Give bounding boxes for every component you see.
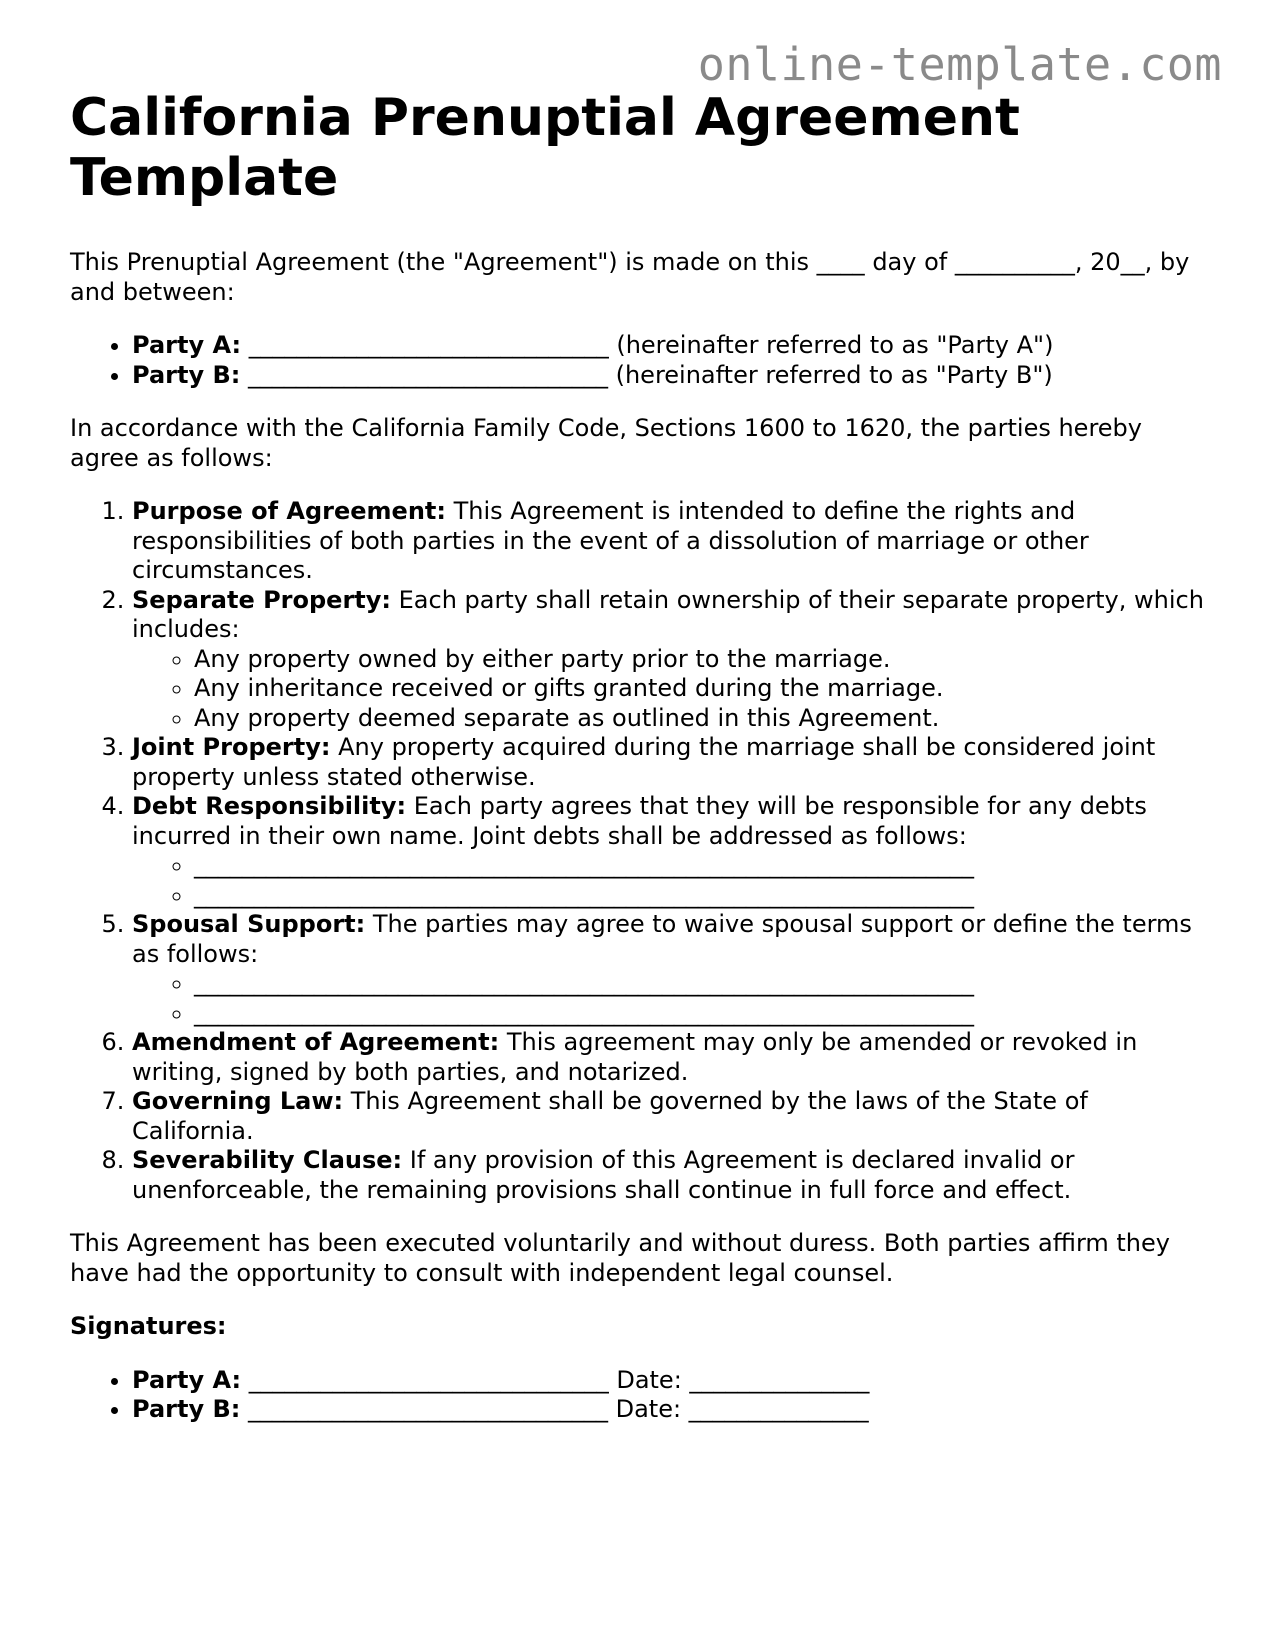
parties-list (70, 331, 1210, 390)
separate-property-list (132, 645, 1210, 734)
clause-title: Separate Property: (132, 585, 391, 614)
clause-title: Severability Clause: (132, 1146, 403, 1174)
clause-amendment (132, 1028, 1210, 1087)
list-item: ◦ Any inheritance received or gifts granted during the marriage. (194, 674, 1210, 704)
clause-debt-responsibility (132, 792, 1210, 910)
clause-severability (132, 1146, 1210, 1205)
clause-title: Purpose of Agreement: (132, 497, 446, 525)
clause-text: Each party agrees that they will be responsible for any debts incurred in their own name. Joint debts shall be addressed as follows: (132, 792, 1147, 850)
party-a-label: Party A: (132, 331, 242, 359)
clause-title: Amendment of Agreement: (132, 1028, 500, 1056)
signature-line: ______________________________ Date: _______________ (240, 1395, 869, 1423)
clause-title: Spousal Support: (132, 910, 366, 938)
blank-line: ◦ _________________________________________________________________ (194, 851, 1210, 881)
clause-text: If any provision of this Agreement is declared invalid or unenforceable, the remaining provisions shall continue in full force and effect. (132, 1146, 1075, 1204)
clause-text: This agreement may only be amended or revoked in writing, signed by both parties, and notarized. (132, 1028, 1138, 1086)
signature-line: ______________________________ Date: _______________ (241, 1365, 870, 1394)
clause-spousal-support (132, 910, 1210, 1028)
joint-debts-blanks (132, 851, 1210, 910)
clause-title: Debt Responsibility: (132, 792, 407, 820)
clause-joint-property (132, 733, 1210, 792)
intro-paragraph: This Prenuptial Agreement (the "Agreement") is made on this ____ day of __________, 20__, by and between: (70, 248, 1190, 306)
list-item: ◦ Any property deemed separate as outlined in this Agreement. (194, 704, 1210, 734)
blank-line: ◦ _________________________________________________________________ (194, 881, 1210, 911)
clause-separate-property (132, 586, 1210, 734)
signature-label: Party A: (132, 1365, 242, 1394)
blank-line: ◦ _________________________________________________________________ (194, 999, 1210, 1029)
clause-title: Joint Property: (132, 733, 331, 761)
clause-governing-law (132, 1087, 1210, 1146)
party-b-item (132, 361, 1210, 391)
clause-title: Governing Law: (132, 1087, 344, 1115)
party-b-label: Party B: (132, 360, 241, 389)
accordance-paragraph: In accordance with the California Family Code, Sections 1600 to 1620, the parties hereby agree as follows: (70, 414, 1142, 472)
party-b-line: ______________________________ (hereinafter referred to as "Party B") (240, 360, 1053, 389)
blank-line: ◦ _________________________________________________________________ (194, 969, 1210, 999)
spousal-support-blanks (132, 969, 1210, 1028)
watermark: online-template.com (697, 38, 1222, 91)
closing-paragraph: This Agreement has been executed voluntarily and without duress. Both parties affirm they have had the opportunity to consult with independent legal counsel. (70, 1229, 1170, 1287)
signatures-heading: Signatures: (70, 1312, 227, 1340)
list-item: ◦ Any property owned by either party prior to the marriage. (194, 645, 1210, 675)
signatures-list (70, 1366, 1210, 1425)
party-a-line: ______________________________ (hereinafter referred to as "Party A") (241, 331, 1054, 359)
party-a-item (132, 331, 1210, 361)
clause-text: Each party shall retain ownership of their separate property, which includes: (132, 585, 1204, 643)
signature-party-b (132, 1395, 1210, 1425)
signature-label: Party B: (132, 1395, 241, 1423)
clause-purpose (132, 497, 1210, 586)
clause-text: Any property acquired during the marriage shall be considered joint property unless stated otherwise. (132, 733, 1156, 791)
clauses-list (70, 497, 1210, 1205)
clause-text: This Agreement is intended to define the rights and responsibilities of both parties in the event of a dissolution of marriage or other circumstances. (132, 497, 1089, 584)
page-title: California Prenuptial Agreement Template (70, 88, 1020, 208)
clause-text: This Agreement shall be governed by the laws of the State of California. (132, 1087, 1088, 1145)
signature-party-a (132, 1366, 1210, 1396)
document-page (70, 88, 1210, 1425)
clause-text: The parties may agree to waive spousal support or define the terms as follows: (132, 910, 1192, 968)
